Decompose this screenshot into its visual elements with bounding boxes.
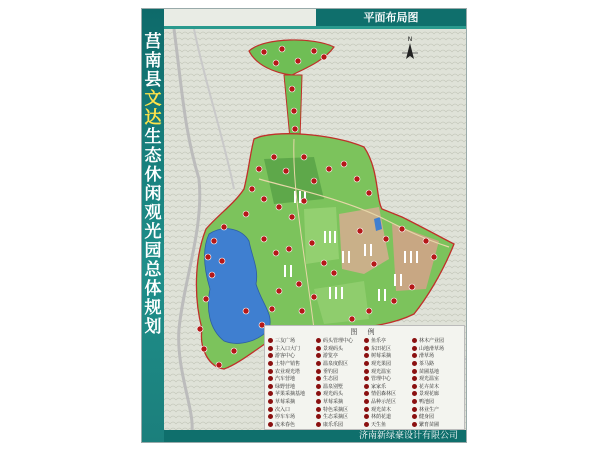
- legend-item: [412, 360, 460, 368]
- legend-marker-icon: [364, 422, 369, 427]
- legend-marker-icon: [268, 346, 273, 351]
- legend-item-label: 情侣森林区: [371, 391, 397, 398]
- legend-item-label: 花卉苗木: [419, 383, 440, 390]
- legend-marker-icon: [268, 422, 273, 427]
- legend-marker-icon: [412, 369, 417, 374]
- legend-marker-icon: [268, 384, 273, 389]
- legend-item: [364, 360, 412, 368]
- legend-marker-icon: [412, 384, 417, 389]
- legend-item-label: 草莓采摘: [323, 399, 344, 406]
- legend-item: [412, 390, 460, 398]
- legend-item-label: 景观花廊: [419, 391, 440, 398]
- legend-marker-icon: [364, 361, 369, 366]
- legend-item: [412, 383, 460, 391]
- legend-item: [316, 383, 364, 391]
- legend-item-label: 鸭池园: [419, 399, 435, 406]
- footer: [164, 430, 466, 442]
- title-prefix: 莒南县: [144, 32, 162, 90]
- legend-item: [316, 398, 364, 406]
- legend-item: [364, 398, 412, 406]
- legend-marker-icon: [316, 422, 321, 427]
- legend-item: [268, 390, 316, 398]
- legend-item: [412, 375, 460, 383]
- legend-item-label: 次入口: [275, 406, 291, 413]
- legend-item: [364, 367, 412, 375]
- legend-item-label: 汽车营地: [275, 376, 296, 383]
- legend-marker-icon: [364, 353, 369, 358]
- planning-board: [141, 8, 467, 443]
- legend-item-label: 康乐乐园: [323, 421, 344, 428]
- legend-item: [268, 352, 316, 360]
- legend-item-label: 品种示范区: [371, 399, 397, 406]
- legend-item-label: 土特产销售: [275, 361, 301, 368]
- legend-marker-icon: [364, 384, 369, 389]
- legend-grid: [268, 337, 460, 428]
- legend-marker-icon: [268, 376, 273, 381]
- legend-item-label: 温泉别墅: [323, 383, 344, 390]
- legend-marker-icon: [412, 391, 417, 396]
- legend-item-label: 山地滑草场: [419, 345, 445, 352]
- legend-marker-icon: [412, 399, 417, 404]
- legend-item-label: 停车车场: [275, 414, 296, 421]
- legend-item-label: 生态园: [323, 376, 339, 383]
- legend-marker-icon: [412, 407, 417, 412]
- legend-item-label: 绿野营地: [275, 383, 296, 390]
- legend-item: [364, 413, 412, 421]
- legend-marker-icon: [316, 399, 321, 404]
- legend-marker-icon: [364, 376, 369, 381]
- legend-marker-icon: [316, 407, 321, 412]
- legend-item-label: 林荫花道: [371, 414, 392, 421]
- legend-item: [364, 421, 412, 429]
- legend-item-label: 观光果园: [371, 361, 392, 368]
- legend-item: [364, 375, 412, 383]
- legend-item-label: 观光温室: [419, 376, 440, 383]
- legend-item-label: 草莓采摘: [275, 399, 296, 406]
- legend-item: [412, 345, 460, 353]
- legend-item: [268, 398, 316, 406]
- legend-marker-icon: [412, 338, 417, 343]
- legend-marker-icon: [364, 407, 369, 412]
- legend-marker-icon: [268, 407, 273, 412]
- legend-item-label: 温泉度假区: [323, 361, 349, 368]
- legend-item: [316, 390, 364, 398]
- legend-marker-icon: [268, 414, 273, 419]
- legend-marker-icon: [364, 399, 369, 404]
- legend-marker-icon: [268, 361, 273, 366]
- legend-item-label: 东田花区: [371, 345, 392, 352]
- legend-item-label: 树莓采摘: [371, 353, 392, 360]
- legend-item: [364, 383, 412, 391]
- legend-item-label: 健身园: [419, 414, 435, 421]
- legend-marker-icon: [316, 353, 321, 358]
- legend-item: [316, 405, 364, 413]
- legend-item-label: 林木产业园: [419, 338, 445, 345]
- legend: [264, 325, 465, 430]
- title-highlight: 文达: [144, 89, 162, 128]
- legend-item: [316, 367, 364, 375]
- legend-item: [364, 345, 412, 353]
- legend-marker-icon: [364, 338, 369, 343]
- legend-item: [364, 405, 412, 413]
- legend-item-label: 管理中心: [371, 376, 392, 383]
- legend-marker-icon: [316, 391, 321, 396]
- legend-item: [412, 405, 460, 413]
- legend-item-label: 景观码头: [323, 345, 344, 352]
- legend-item: [316, 352, 364, 360]
- legend-marker-icon: [268, 391, 273, 396]
- legend-item-label: 茶马路: [419, 361, 435, 368]
- company-name: 济南新绿豪设计有限公司: [358, 431, 458, 441]
- legend-marker-icon: [412, 422, 417, 427]
- legend-item-label: 生态采摘区: [323, 414, 349, 421]
- legend-marker-icon: [316, 346, 321, 351]
- legend-item-label: 繁育苗圃: [419, 421, 440, 428]
- north-arrow-label: N: [407, 36, 413, 43]
- legend-item: [316, 413, 364, 421]
- greenhouse-zone: [304, 207, 339, 264]
- legend-item-label: 家家乐: [371, 383, 387, 390]
- legend-item-label: 流米春色: [275, 421, 296, 428]
- legend-item: [412, 352, 460, 360]
- legend-marker-icon: [316, 376, 321, 381]
- legend-marker-icon: [412, 346, 417, 351]
- legend-item: [268, 383, 316, 391]
- legend-marker-icon: [364, 391, 369, 396]
- legend-title: 图 例: [350, 328, 379, 336]
- legend-marker-icon: [268, 353, 273, 358]
- legend-marker-icon: [316, 338, 321, 343]
- legend-marker-icon: [412, 414, 417, 419]
- legend-marker-icon: [364, 346, 369, 351]
- legend-marker-icon: [364, 414, 369, 419]
- legend-item-label: 观光苗木: [371, 406, 392, 413]
- legend-marker-icon: [316, 384, 321, 389]
- legend-item: [268, 413, 316, 421]
- legend-item: [316, 345, 364, 353]
- legend-marker-icon: [364, 369, 369, 374]
- title-strip: [142, 9, 164, 442]
- legend-marker-icon: [316, 361, 321, 366]
- legend-item: [268, 375, 316, 383]
- legend-item-label: 码头管理中心: [323, 338, 354, 345]
- legend-marker-icon: [412, 376, 417, 381]
- legend-item-label: 垂钓园: [323, 368, 339, 375]
- legend-item: [364, 352, 412, 360]
- legend-item-label: 天生鱼: [371, 421, 387, 428]
- legend-item: [268, 337, 316, 345]
- legend-item: [364, 390, 412, 398]
- legend-item-label: 观光温室: [371, 368, 392, 375]
- legend-marker-icon: [268, 338, 273, 343]
- legend-item: [316, 375, 364, 383]
- legend-item-label: 滑草场: [419, 353, 435, 360]
- title-suffix: 生态休闲观光园总体规划: [144, 127, 162, 337]
- legend-marker-icon: [316, 414, 321, 419]
- legend-item: [268, 421, 316, 429]
- legend-item-label: 林业生产: [419, 406, 440, 413]
- legend-item: [412, 337, 460, 345]
- legend-item-label: 苹果采摘基地: [275, 391, 306, 398]
- legend-item-label: 三友广场: [275, 338, 296, 345]
- legend-item: [412, 367, 460, 375]
- legend-item-label: 主入口大门: [275, 345, 301, 352]
- legend-item: [412, 398, 460, 406]
- legend-item: [268, 360, 316, 368]
- legend-marker-icon: [412, 353, 417, 358]
- legend-item-label: 苗圃基地: [419, 368, 440, 375]
- legend-item: [412, 421, 460, 429]
- vertical-title: [143, 33, 163, 337]
- legend-item: [316, 337, 364, 345]
- legend-marker-icon: [412, 361, 417, 366]
- legend-marker-icon: [268, 369, 273, 374]
- legend-item: [268, 405, 316, 413]
- legend-marker-icon: [268, 399, 273, 404]
- legend-item-label: 鱼乐亭: [371, 338, 387, 345]
- legend-item: [412, 413, 460, 421]
- legend-item: [364, 337, 412, 345]
- legend-marker-icon: [316, 369, 321, 374]
- legend-item-label: 游览亭: [323, 353, 339, 360]
- legend-item-label: 特色采摘区: [323, 406, 349, 413]
- legend-item: [316, 360, 364, 368]
- legend-item-label: 观光码头: [323, 391, 344, 398]
- legend-item-label: 游客中心: [275, 353, 296, 360]
- legend-item: [268, 367, 316, 375]
- legend-item-label: 农业观光塔: [275, 368, 301, 375]
- header-label: 平面布局图: [316, 9, 466, 26]
- legend-item: [316, 421, 364, 429]
- legend-item: [268, 345, 316, 353]
